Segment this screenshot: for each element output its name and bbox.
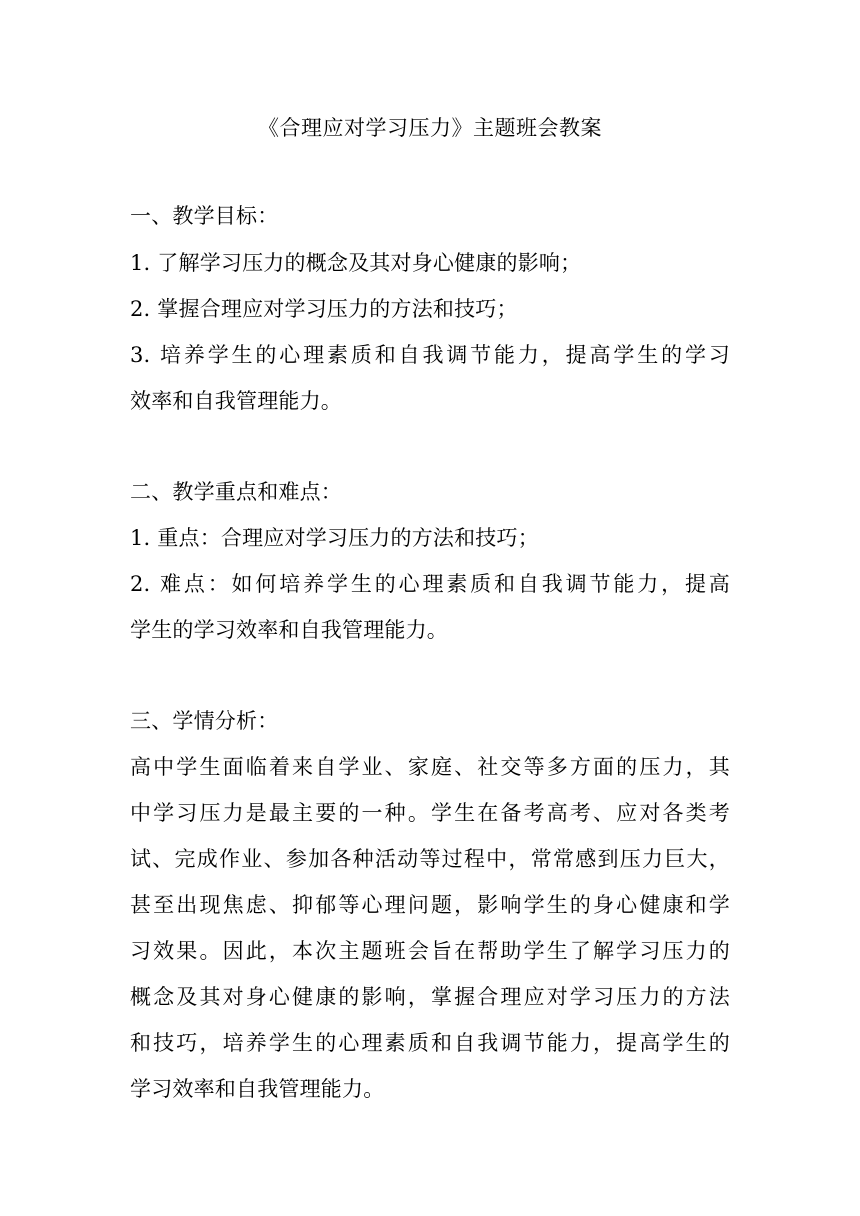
key-point-item-1: 1. 重点：合理应对学习压力的方法和技巧；	[130, 526, 539, 550]
objective-item-3-continued: 效率和自我管理能力。	[130, 389, 342, 413]
objective-item-1: 1. 了解学习压力的概念及其对身心健康的影响；	[130, 251, 582, 275]
analysis-paragraph-line: 试、完成作业、参加各种活动等过程中，常常感到压力巨大，	[130, 847, 730, 871]
objective-item-3: 3. 培养学生的心理素质和自我调节能力，提高学生的学习	[130, 343, 730, 367]
section-heading-objectives: 一、教学目标：	[130, 204, 279, 228]
key-point-item-2: 2. 难点：如何培养学生的心理素质和自我调节能力，提高	[130, 572, 730, 596]
objective-item-2: 2. 掌握合理应对学习压力的方法和技巧；	[130, 297, 518, 321]
document-title: 《合理应对学习压力》主题班会教案	[258, 116, 602, 140]
analysis-paragraph-line: 学习效率和自我管理能力。	[130, 1077, 385, 1101]
analysis-paragraph-line: 高中学生面临着来自学业、家庭、社交等多方面的压力，其	[130, 755, 730, 779]
analysis-paragraph-line: 习效果。因此，本次主题班会旨在帮助学生了解学习压力的	[130, 939, 730, 963]
analysis-paragraph-line: 中学习压力是最主要的一种。学生在备考高考、应对各类考	[130, 801, 730, 825]
analysis-paragraph-line: 概念及其对身心健康的影响，掌握合理应对学习压力的方法	[130, 985, 730, 1009]
key-point-item-2-continued: 学生的学习效率和自我管理能力。	[130, 618, 448, 642]
analysis-paragraph-line: 甚至出现焦虑、抑郁等心理问题，影响学生的身心健康和学	[130, 893, 730, 917]
section-heading-analysis: 三、学情分析：	[130, 709, 279, 733]
section-heading-key-points: 二、教学重点和难点：	[130, 480, 342, 504]
analysis-paragraph-line: 和技巧，培养学生的心理素质和自我调节能力，提高学生的	[130, 1031, 730, 1055]
